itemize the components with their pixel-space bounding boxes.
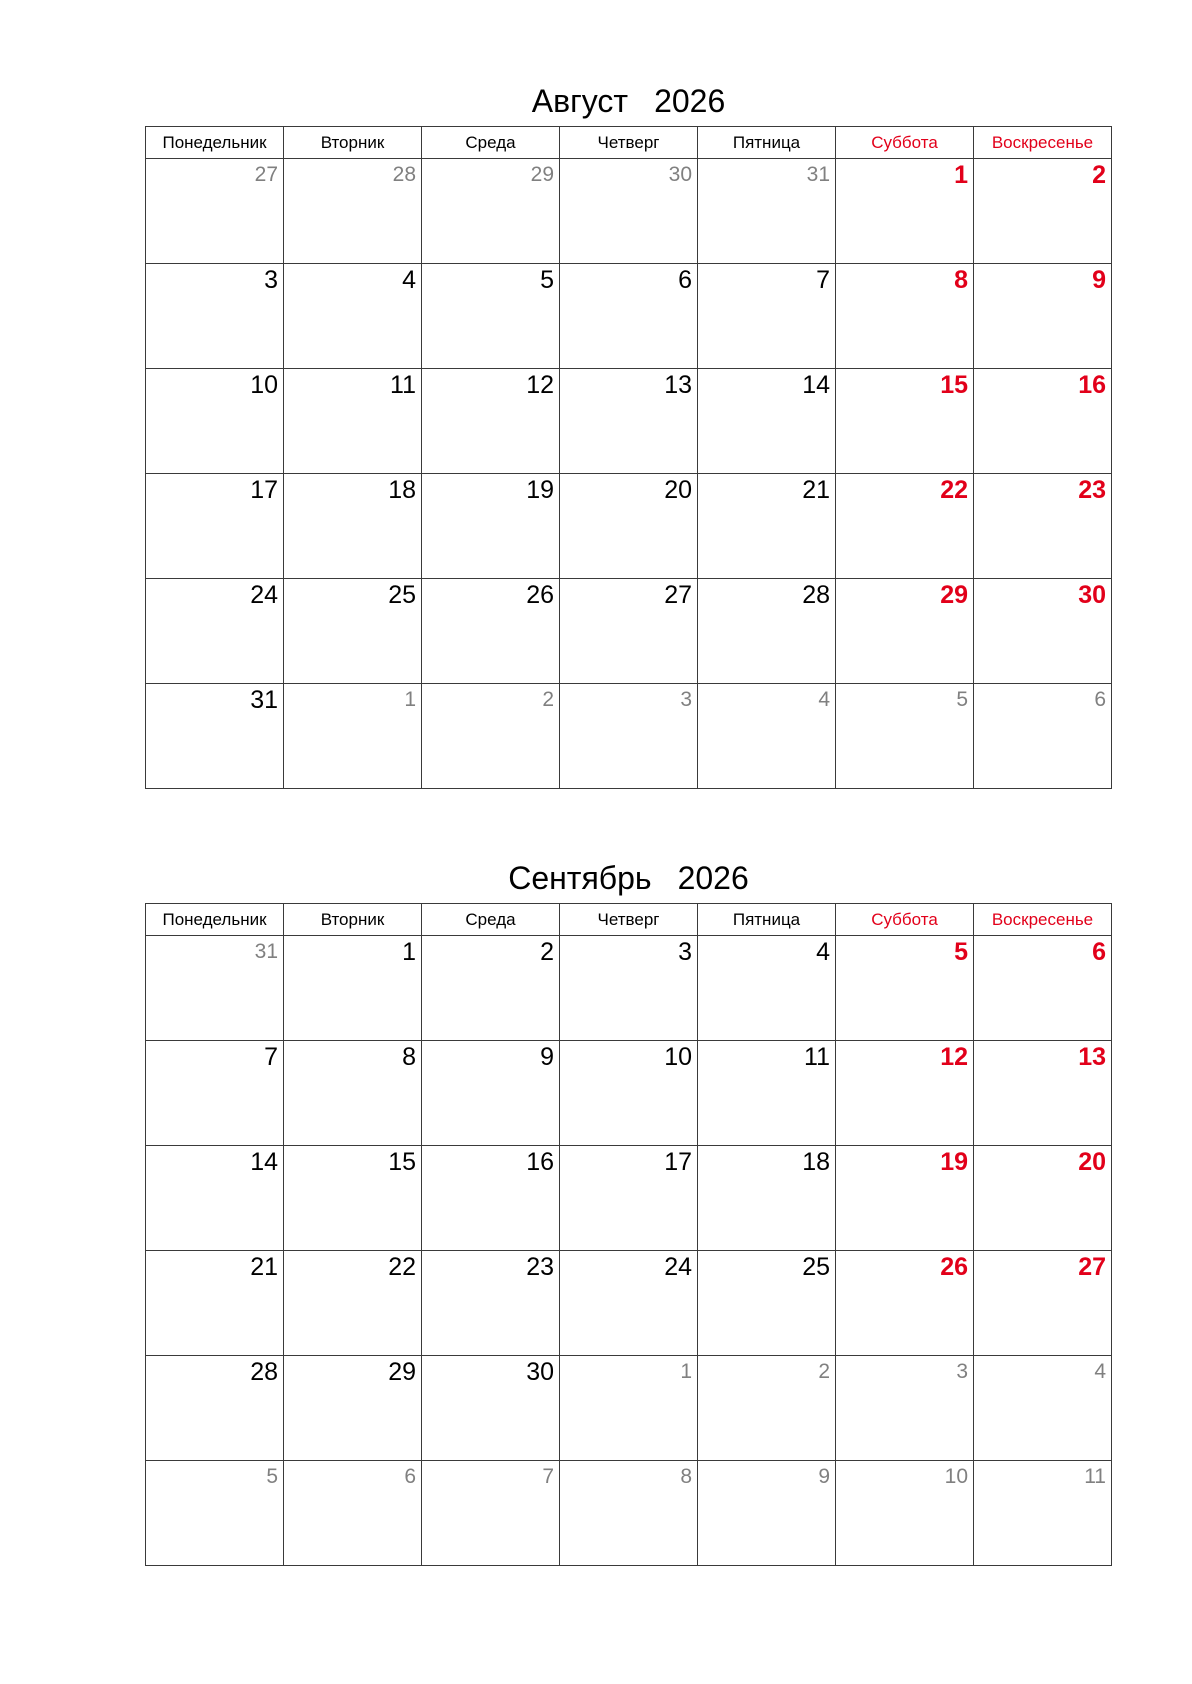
day-number: 19 xyxy=(940,1148,968,1176)
day-cell xyxy=(422,579,560,684)
week-row xyxy=(146,579,1112,684)
day-cell xyxy=(698,1461,836,1566)
day-number: 12 xyxy=(940,1043,968,1071)
day-number: 16 xyxy=(1078,371,1106,399)
calendar-grid xyxy=(145,126,1112,789)
day-number-other-month: 28 xyxy=(392,163,416,186)
weekday-header-sunday: Воскресенье xyxy=(974,127,1112,159)
day-cell xyxy=(422,1251,560,1356)
day-number: 7 xyxy=(816,266,830,294)
day-cell xyxy=(146,1356,284,1461)
day-cell xyxy=(284,684,422,789)
weekday-header-monday: Понедельник xyxy=(146,904,284,936)
day-cell xyxy=(146,369,284,474)
weekday-header-tuesday: Вторник xyxy=(284,904,422,936)
day-number: 22 xyxy=(940,476,968,504)
week-row xyxy=(146,1146,1112,1251)
day-number: 27 xyxy=(664,581,692,609)
day-number-other-month: 11 xyxy=(1084,1465,1106,1488)
weekday-header-row xyxy=(146,127,1112,159)
day-number: 21 xyxy=(802,476,830,504)
day-number: 30 xyxy=(526,1358,554,1386)
day-cell xyxy=(560,1146,698,1251)
day-number: 8 xyxy=(402,1043,416,1071)
day-cell xyxy=(146,1041,284,1146)
day-cell xyxy=(284,264,422,369)
weekday-header-row xyxy=(146,904,1112,936)
day-cell xyxy=(284,579,422,684)
day-cell xyxy=(698,159,836,264)
day-cell xyxy=(974,684,1112,789)
day-cell xyxy=(560,474,698,579)
day-number-other-month: 6 xyxy=(404,1465,416,1488)
day-cell xyxy=(698,369,836,474)
day-cell xyxy=(974,1461,1112,1566)
day-number: 8 xyxy=(954,266,968,294)
day-number: 29 xyxy=(388,1358,416,1386)
week-row xyxy=(146,936,1112,1041)
day-cell xyxy=(422,159,560,264)
day-number: 5 xyxy=(540,266,554,294)
day-cell xyxy=(698,684,836,789)
day-cell xyxy=(422,1356,560,1461)
day-cell xyxy=(836,1461,974,1566)
day-cell xyxy=(284,1356,422,1461)
week-row xyxy=(146,1041,1112,1146)
day-cell xyxy=(560,369,698,474)
day-cell xyxy=(422,474,560,579)
day-number: 6 xyxy=(1092,938,1106,966)
day-number: 23 xyxy=(1078,476,1106,504)
day-number: 30 xyxy=(1078,581,1106,609)
day-cell xyxy=(146,159,284,264)
day-cell xyxy=(146,684,284,789)
month-calendar-august xyxy=(145,80,1112,789)
week-row xyxy=(146,369,1112,474)
day-number-other-month: 9 xyxy=(818,1465,830,1488)
day-number: 2 xyxy=(540,938,554,966)
day-number: 10 xyxy=(664,1043,692,1071)
day-cell xyxy=(146,1461,284,1566)
month-title xyxy=(145,857,1112,903)
day-number: 25 xyxy=(388,581,416,609)
day-number: 17 xyxy=(250,476,278,504)
day-cell xyxy=(836,684,974,789)
day-number: 4 xyxy=(816,938,830,966)
day-cell xyxy=(284,1146,422,1251)
day-cell xyxy=(284,1251,422,1356)
day-number-other-month: 3 xyxy=(956,1360,968,1383)
day-cell xyxy=(146,936,284,1041)
day-cell xyxy=(836,1146,974,1251)
weekday-header-monday: Понедельник xyxy=(146,127,284,159)
day-cell xyxy=(560,1356,698,1461)
day-cell xyxy=(422,1041,560,1146)
weekday-header-saturday: Суббота xyxy=(836,904,974,936)
week-row xyxy=(146,264,1112,369)
day-cell xyxy=(284,474,422,579)
weekday-header-wednesday: Среда xyxy=(422,904,560,936)
day-cell xyxy=(284,369,422,474)
day-cell xyxy=(698,1041,836,1146)
day-number: 27 xyxy=(1078,1253,1106,1281)
day-cell xyxy=(974,474,1112,579)
weekday-header-friday: Пятница xyxy=(698,127,836,159)
day-number: 1 xyxy=(402,938,416,966)
day-cell xyxy=(836,1041,974,1146)
day-cell xyxy=(560,1461,698,1566)
day-number-other-month: 29 xyxy=(530,163,554,186)
day-cell xyxy=(698,264,836,369)
day-number: 18 xyxy=(388,476,416,504)
day-number-other-month: 6 xyxy=(1094,688,1106,711)
day-number: 20 xyxy=(1078,1148,1106,1176)
day-cell xyxy=(974,936,1112,1041)
day-number-other-month: 1 xyxy=(680,1360,692,1383)
week-row xyxy=(146,684,1112,789)
day-number: 1 xyxy=(954,161,968,189)
day-number-other-month: 4 xyxy=(1094,1360,1106,1383)
day-number: 24 xyxy=(664,1253,692,1281)
day-cell xyxy=(974,369,1112,474)
day-cell xyxy=(974,1041,1112,1146)
day-number: 13 xyxy=(664,371,692,399)
day-number: 14 xyxy=(250,1148,278,1176)
day-number-other-month: 8 xyxy=(680,1465,692,1488)
day-cell xyxy=(974,579,1112,684)
day-number: 20 xyxy=(664,476,692,504)
day-number: 16 xyxy=(526,1148,554,1176)
day-cell xyxy=(560,264,698,369)
day-number: 26 xyxy=(526,581,554,609)
week-row xyxy=(146,1251,1112,1356)
day-cell xyxy=(698,936,836,1041)
day-number-other-month: 27 xyxy=(254,163,278,186)
day-number-other-month: 2 xyxy=(542,688,554,711)
day-cell xyxy=(146,474,284,579)
day-cell xyxy=(836,159,974,264)
day-cell xyxy=(836,1356,974,1461)
month-calendar-september xyxy=(145,857,1112,1566)
day-number: 3 xyxy=(678,938,692,966)
day-cell xyxy=(284,936,422,1041)
day-cell xyxy=(836,936,974,1041)
day-number: 15 xyxy=(940,371,968,399)
day-number: 9 xyxy=(1092,266,1106,294)
day-number: 28 xyxy=(802,581,830,609)
day-cell xyxy=(422,1146,560,1251)
day-cell xyxy=(836,369,974,474)
day-number-other-month: 1 xyxy=(404,688,416,711)
day-number: 11 xyxy=(390,371,416,399)
day-number: 29 xyxy=(940,581,968,609)
day-cell xyxy=(422,264,560,369)
day-cell xyxy=(974,1146,1112,1251)
day-number: 24 xyxy=(250,581,278,609)
day-cell xyxy=(836,579,974,684)
day-cell xyxy=(422,1461,560,1566)
day-number: 25 xyxy=(802,1253,830,1281)
day-cell xyxy=(698,474,836,579)
day-number: 11 xyxy=(804,1043,830,1071)
day-cell xyxy=(560,936,698,1041)
day-number: 17 xyxy=(664,1148,692,1176)
month-name: Август xyxy=(531,83,629,119)
day-number: 10 xyxy=(250,371,278,399)
day-cell xyxy=(422,369,560,474)
day-cell xyxy=(146,1251,284,1356)
day-cell xyxy=(560,1041,698,1146)
day-cell xyxy=(698,1146,836,1251)
day-cell xyxy=(974,1356,1112,1461)
day-number-other-month: 5 xyxy=(266,1465,278,1488)
day-cell xyxy=(146,1146,284,1251)
day-number-other-month: 10 xyxy=(944,1465,968,1488)
day-cell xyxy=(836,264,974,369)
day-number: 21 xyxy=(250,1253,278,1281)
day-number-other-month: 30 xyxy=(668,163,692,186)
day-cell xyxy=(422,936,560,1041)
day-number: 23 xyxy=(526,1253,554,1281)
week-row xyxy=(146,1356,1112,1461)
day-number: 31 xyxy=(250,686,278,714)
day-cell xyxy=(560,579,698,684)
day-number: 22 xyxy=(388,1253,416,1281)
day-cell xyxy=(146,264,284,369)
weekday-header-sunday: Воскресенье xyxy=(974,904,1112,936)
weekday-header-thursday: Четверг xyxy=(560,127,698,159)
day-number: 3 xyxy=(264,266,278,294)
day-number-other-month: 7 xyxy=(542,1465,554,1488)
day-number: 18 xyxy=(802,1148,830,1176)
weekday-header-friday: Пятница xyxy=(698,904,836,936)
day-number-other-month: 31 xyxy=(254,940,278,963)
day-number: 9 xyxy=(540,1043,554,1071)
day-cell xyxy=(560,684,698,789)
day-number: 12 xyxy=(526,371,554,399)
day-cell xyxy=(698,1356,836,1461)
day-number: 7 xyxy=(264,1043,278,1071)
day-cell xyxy=(974,159,1112,264)
day-number-other-month: 31 xyxy=(806,163,830,186)
day-cell xyxy=(974,1251,1112,1356)
day-number: 6 xyxy=(678,266,692,294)
day-number: 14 xyxy=(802,371,830,399)
day-number: 26 xyxy=(940,1253,968,1281)
week-row xyxy=(146,474,1112,579)
day-number-other-month: 4 xyxy=(818,688,830,711)
weekday-header-saturday: Суббота xyxy=(836,127,974,159)
weekday-header-wednesday: Среда xyxy=(422,127,560,159)
day-cell xyxy=(284,1041,422,1146)
month-title xyxy=(145,80,1112,126)
day-cell xyxy=(836,1251,974,1356)
day-cell xyxy=(560,1251,698,1356)
day-cell xyxy=(698,1251,836,1356)
weekday-header-tuesday: Вторник xyxy=(284,127,422,159)
day-cell xyxy=(284,159,422,264)
day-cell xyxy=(422,684,560,789)
day-cell xyxy=(560,159,698,264)
day-number: 19 xyxy=(526,476,554,504)
day-number-other-month: 5 xyxy=(956,688,968,711)
day-number: 2 xyxy=(1092,161,1106,189)
day-number: 5 xyxy=(954,938,968,966)
week-row xyxy=(146,1461,1112,1566)
day-number-other-month: 2 xyxy=(818,1360,830,1383)
day-number: 13 xyxy=(1078,1043,1106,1071)
week-row xyxy=(146,159,1112,264)
month-year: 2026 xyxy=(654,83,726,119)
calendar-grid xyxy=(145,903,1112,1566)
day-cell xyxy=(836,474,974,579)
day-cell xyxy=(146,579,284,684)
day-number: 28 xyxy=(250,1358,278,1386)
weekday-header-thursday: Четверг xyxy=(560,904,698,936)
day-number: 4 xyxy=(402,266,416,294)
month-year: 2026 xyxy=(677,860,749,896)
month-name: Сентябрь xyxy=(508,860,652,896)
day-cell xyxy=(974,264,1112,369)
day-cell xyxy=(698,579,836,684)
day-number: 15 xyxy=(388,1148,416,1176)
day-cell xyxy=(284,1461,422,1566)
day-number-other-month: 3 xyxy=(680,688,692,711)
